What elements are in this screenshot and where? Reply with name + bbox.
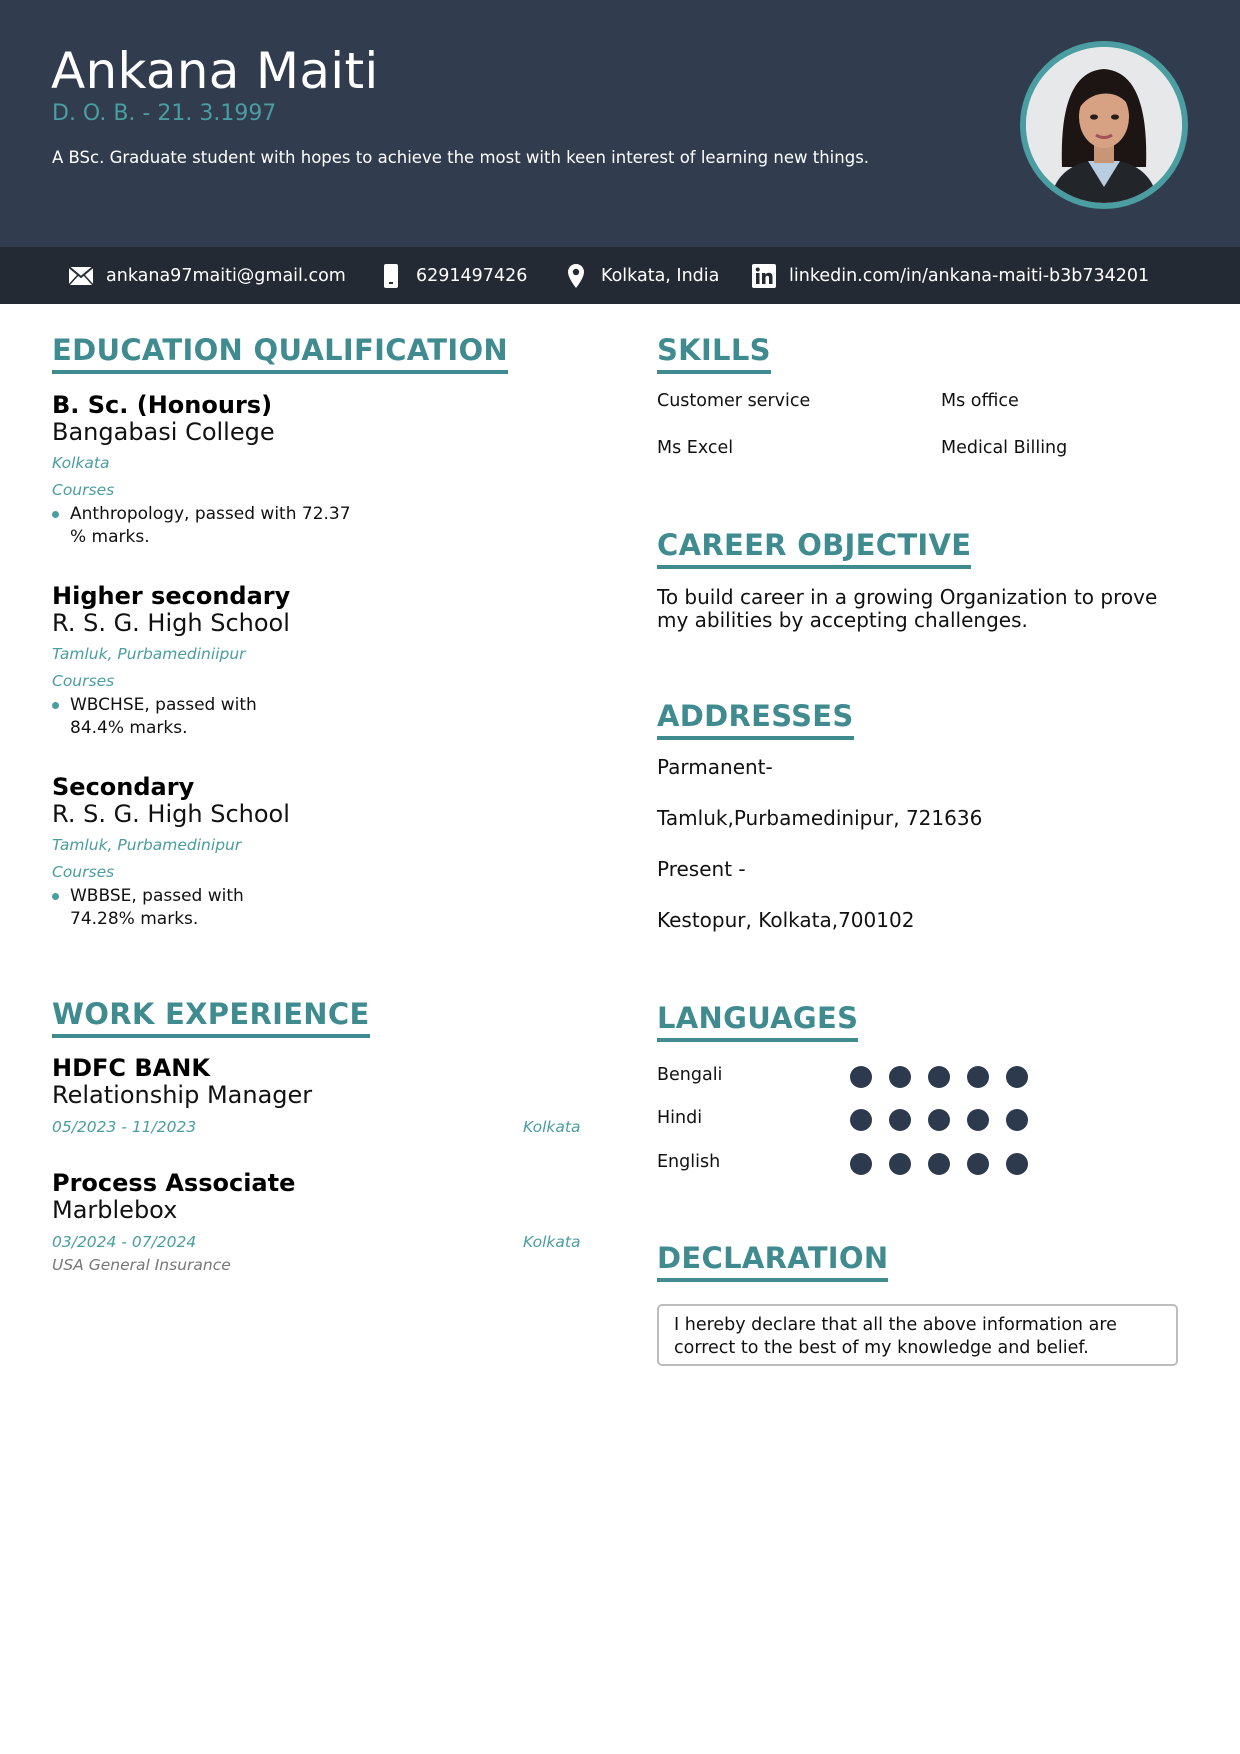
language-rating bbox=[850, 1153, 1045, 1175]
profile-photo-illustration bbox=[1026, 47, 1182, 203]
rating-dot bbox=[967, 1066, 989, 1088]
education-location: Tamluk, Purbamedinipur bbox=[52, 836, 242, 854]
skill-item: Ms office bbox=[941, 391, 1019, 411]
bullet-dot-icon bbox=[52, 893, 59, 900]
work-dates: 05/2023 - 11/2023 bbox=[52, 1118, 197, 1136]
rating-dot bbox=[928, 1066, 950, 1088]
work-dates: 03/2024 - 07/2024 bbox=[52, 1233, 197, 1251]
career-objective-text: To build career in a growing Organization to prove my abilities by accepting challenges. bbox=[657, 585, 1158, 632]
bullet-dot-icon bbox=[52, 511, 59, 518]
declaration-box bbox=[657, 1304, 1178, 1366]
course-text: WBBSE, passed with 74.28% marks. bbox=[70, 886, 244, 929]
skill-item: Medical Billing bbox=[941, 438, 1068, 458]
rating-dot bbox=[1006, 1153, 1028, 1175]
work-company: HDFC BANK bbox=[52, 1054, 210, 1082]
course-text: Anthropology, passed with 72.37 % marks. bbox=[70, 504, 351, 547]
phone-icon bbox=[378, 263, 404, 289]
contact-email[interactable] bbox=[68, 247, 346, 304]
phone-text[interactable]: 6291497426 bbox=[416, 265, 528, 286]
linkedin-text[interactable]: linkedin.com/in/ankana-maiti-b3b734201 bbox=[789, 265, 1150, 286]
contact-phone[interactable] bbox=[378, 247, 527, 304]
education-degree: Secondary bbox=[52, 773, 195, 801]
email-text[interactable]: ankana97maiti@gmail.com bbox=[106, 265, 346, 286]
rating-dot bbox=[850, 1066, 872, 1088]
declaration-title: DECLARATION bbox=[657, 1241, 888, 1282]
rating-dot bbox=[889, 1066, 911, 1088]
education-degree: B. Sc. (Honours) bbox=[52, 391, 273, 419]
career-objective-title: CAREER OBJECTIVE bbox=[657, 528, 971, 569]
candidate-name: Ankana Maiti bbox=[51, 42, 379, 100]
education-degree: Higher secondary bbox=[52, 582, 291, 610]
language-rating bbox=[850, 1109, 1045, 1131]
permanent-address: Tamluk,Purbamedinipur, 721636 bbox=[657, 806, 983, 830]
courses-label: Courses bbox=[52, 863, 115, 881]
linkedin-icon bbox=[751, 263, 777, 289]
summary: A BSc. Graduate student with hopes to achieve the most with keen interest of learning new things. bbox=[52, 148, 870, 167]
skills-title: SKILLS bbox=[657, 333, 771, 374]
education-title: EDUCATION QUALIFICATION bbox=[52, 333, 508, 374]
bullet-dot-icon bbox=[52, 702, 59, 709]
education-institution: R. S. G. High School bbox=[52, 800, 290, 828]
rating-dot bbox=[850, 1109, 872, 1131]
skill-item: Ms Excel bbox=[657, 438, 734, 458]
language-name: English bbox=[657, 1152, 721, 1172]
language-name: Hindi bbox=[657, 1108, 703, 1128]
course-text: WBCHSE, passed with 84.4% marks. bbox=[70, 695, 257, 738]
language-name: Bengali bbox=[657, 1065, 723, 1085]
work-company: Process Associate bbox=[52, 1169, 296, 1197]
work-role: Marblebox bbox=[52, 1196, 178, 1224]
addresses-title: ADDRESSES bbox=[657, 699, 854, 740]
courses-label: Courses bbox=[52, 672, 115, 690]
work-role: Relationship Manager bbox=[52, 1081, 313, 1109]
education-location: Kolkata bbox=[52, 454, 110, 472]
present-label: Present - bbox=[657, 857, 746, 881]
contact-linkedin[interactable] bbox=[751, 247, 1149, 304]
envelope-icon bbox=[68, 263, 94, 289]
education-location: Tamluk, Purbamediniipur bbox=[52, 645, 246, 663]
rating-dot bbox=[928, 1109, 950, 1131]
work-experience-title: WORK EXPERIENCE bbox=[52, 997, 370, 1038]
date-of-birth: D. O. B. - 21. 3.1997 bbox=[52, 101, 277, 126]
work-location: Kolkata bbox=[523, 1118, 581, 1136]
languages-title: LANGUAGES bbox=[657, 1001, 858, 1042]
courses-label: Courses bbox=[52, 481, 115, 499]
location-pin-icon bbox=[563, 263, 589, 289]
contact-bar bbox=[0, 247, 1240, 304]
rating-dot bbox=[967, 1109, 989, 1131]
work-location: Kolkata bbox=[523, 1233, 581, 1251]
present-address: Kestopur, Kolkata,700102 bbox=[657, 908, 915, 932]
declaration-text: I hereby declare that all the above information are correct to the best of my knowledge and belief. bbox=[674, 1315, 1117, 1358]
rating-dot bbox=[928, 1153, 950, 1175]
rating-dot bbox=[1006, 1109, 1028, 1131]
header bbox=[0, 0, 1240, 247]
rating-dot bbox=[967, 1153, 989, 1175]
location-text: Kolkata, India bbox=[601, 265, 720, 286]
rating-dot bbox=[889, 1109, 911, 1131]
permanent-label: Parmanent- bbox=[657, 755, 773, 779]
profile-photo bbox=[1020, 41, 1188, 209]
rating-dot bbox=[1006, 1066, 1028, 1088]
education-institution: R. S. G. High School bbox=[52, 609, 290, 637]
education-institution: Bangabasi College bbox=[52, 418, 275, 446]
work-note: USA General Insurance bbox=[52, 1256, 231, 1274]
rating-dot bbox=[889, 1153, 911, 1175]
contact-location bbox=[563, 247, 719, 304]
skill-item: Customer service bbox=[657, 391, 811, 411]
rating-dot bbox=[850, 1153, 872, 1175]
language-rating bbox=[850, 1066, 1045, 1088]
